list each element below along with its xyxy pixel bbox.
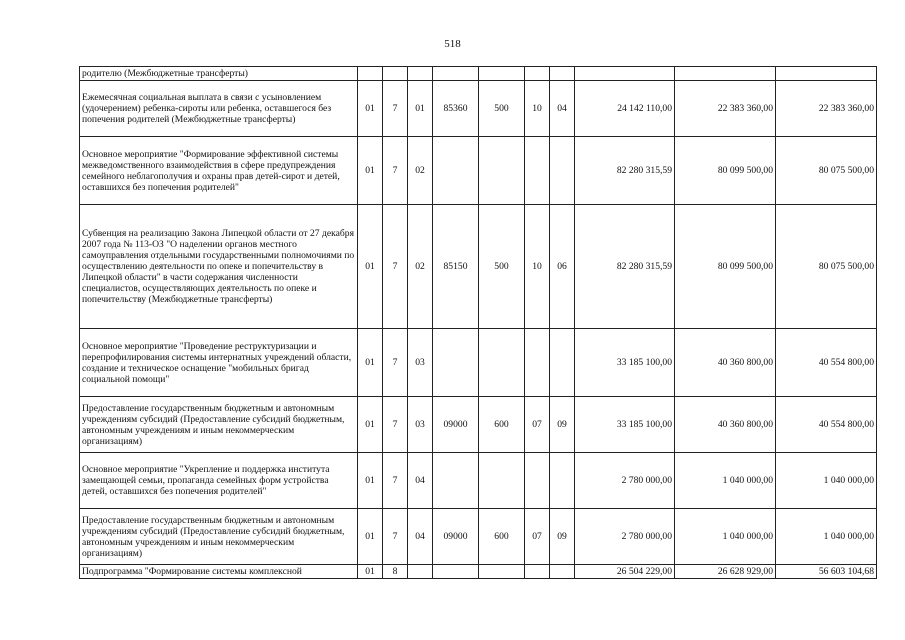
amount-year-1: 33 185 100,00	[575, 397, 675, 453]
amount-year-3: 1 040 000,00	[776, 453, 877, 509]
section-code	[525, 137, 550, 205]
subsection-code: 09	[550, 509, 575, 565]
expense-type-code: 500	[479, 81, 525, 137]
expense-type-code	[479, 329, 525, 397]
program-code: 01	[358, 397, 383, 453]
amount-year-1: 33 185 100,00	[575, 329, 675, 397]
expense-direction-code	[433, 329, 479, 397]
table-row	[80, 205, 877, 329]
amount-year-2	[675, 67, 776, 81]
subprogram-code: 8	[383, 565, 408, 579]
program-code: 01	[358, 509, 383, 565]
section-code	[525, 565, 550, 579]
table-row	[80, 67, 877, 81]
program-code: 01	[358, 565, 383, 579]
amount-year-2: 1 040 000,00	[675, 509, 776, 565]
table-row	[80, 137, 877, 205]
amount-year-2: 80 099 500,00	[675, 205, 776, 329]
subsection-code: 04	[550, 81, 575, 137]
amount-year-3: 80 075 500,00	[776, 137, 877, 205]
row-description: Основное мероприятие "Укрепление и поддержка института замещающей семьи, пропаганда семейных форм устройства детей, оставшихся без попечения родителей"	[80, 453, 358, 509]
section-code: 10	[525, 81, 550, 137]
program-code: 01	[358, 205, 383, 329]
amount-year-3: 56 603 104,68	[776, 565, 877, 579]
subprogram-code: 7	[383, 453, 408, 509]
subprogram-code: 7	[383, 137, 408, 205]
section-code	[525, 453, 550, 509]
activity-code: 02	[408, 205, 433, 329]
amount-year-1: 24 142 110,00	[575, 81, 675, 137]
expense-direction-code	[433, 137, 479, 205]
expense-type-code	[479, 67, 525, 81]
subsection-code: 09	[550, 397, 575, 453]
amount-year-2: 1 040 000,00	[675, 453, 776, 509]
activity-code: 04	[408, 453, 433, 509]
expense-type-code: 600	[479, 509, 525, 565]
budget-table	[79, 66, 877, 579]
amount-year-3	[776, 67, 877, 81]
section-code: 07	[525, 397, 550, 453]
section-code: 07	[525, 509, 550, 565]
expense-type-code: 600	[479, 397, 525, 453]
amount-year-3: 22 383 360,00	[776, 81, 877, 137]
program-code: 01	[358, 453, 383, 509]
subsection-code	[550, 453, 575, 509]
table-row	[80, 397, 877, 453]
activity-code: 02	[408, 137, 433, 205]
section-code	[525, 67, 550, 81]
activity-code: 04	[408, 509, 433, 565]
expense-direction-code	[433, 67, 479, 81]
table-row	[80, 565, 877, 579]
subprogram-code: 7	[383, 329, 408, 397]
expense-type-code	[479, 453, 525, 509]
row-description: Ежемесячная социальная выплата в связи с усыновлением (удочерением) ребенка-сироты или ребенка, оставшегося без попечения родителей (Межбюджетные трансферты)	[80, 81, 358, 137]
activity-code	[408, 67, 433, 81]
subprogram-code: 7	[383, 397, 408, 453]
table-row	[80, 509, 877, 565]
subprogram-code	[383, 67, 408, 81]
expense-direction-code	[433, 453, 479, 509]
amount-year-1: 2 780 000,00	[575, 453, 675, 509]
amount-year-3: 1 040 000,00	[776, 509, 877, 565]
amount-year-1	[575, 67, 675, 81]
subsection-code	[550, 137, 575, 205]
expense-type-code	[479, 137, 525, 205]
section-code: 10	[525, 205, 550, 329]
expense-direction-code: 85150	[433, 205, 479, 329]
subsection-code	[550, 67, 575, 81]
activity-code: 01	[408, 81, 433, 137]
section-code	[525, 329, 550, 397]
subprogram-code: 7	[383, 81, 408, 137]
program-code	[358, 67, 383, 81]
table-row	[80, 329, 877, 397]
amount-year-1: 26 504 229,00	[575, 565, 675, 579]
subprogram-code: 7	[383, 509, 408, 565]
activity-code: 03	[408, 397, 433, 453]
subsection-code	[550, 565, 575, 579]
subsection-code	[550, 329, 575, 397]
row-description: Основное мероприятие "Формирование эффективной системы межведомственного взаимодействия в сфере предупреждения семейного неблагополучия и охраны прав детей-сирот и детей, оставшихся без попечения родителей"	[80, 137, 358, 205]
amount-year-3: 80 075 500,00	[776, 205, 877, 329]
amount-year-3: 40 554 800,00	[776, 329, 877, 397]
amount-year-2: 22 383 360,00	[675, 81, 776, 137]
expense-direction-code: 85360	[433, 81, 479, 137]
row-description: Подпрограмма "Формирование системы комплексной	[80, 565, 358, 579]
amount-year-2: 40 360 800,00	[675, 397, 776, 453]
row-description: Субвенция на реализацию Закона Липецкой области от 27 декабря 2007 года № 113-ОЗ "О наделении органов местного самоуправления отдельными государственными полномочиями по осуществлению деятельности по опеке и попечительству в Липецкой области" в части содержания численности специалистов, осуществляющих деятельность по опеке и попечительству (Межбюджетные трансферты)	[80, 205, 358, 329]
amount-year-1: 2 780 000,00	[575, 509, 675, 565]
amount-year-3: 40 554 800,00	[776, 397, 877, 453]
table-row	[80, 453, 877, 509]
expense-type-code: 500	[479, 205, 525, 329]
amount-year-2: 80 099 500,00	[675, 137, 776, 205]
expense-direction-code: 09000	[433, 397, 479, 453]
row-description: Основное мероприятие "Проведение реструктуризации и перепрофилирования системы интернатных учреждений области, создание и техническое оснащение "мобильных бригад социальной помощи"	[80, 329, 358, 397]
amount-year-2: 26 628 929,00	[675, 565, 776, 579]
activity-code	[408, 565, 433, 579]
subsection-code: 06	[550, 205, 575, 329]
program-code: 01	[358, 81, 383, 137]
row-description: Предоставление государственным бюджетным и автономным учреждениям субсидий (Предоставление субсидий бюджетным, автономным учреждениям и иным некоммерческим организациям)	[80, 397, 358, 453]
amount-year-2: 40 360 800,00	[675, 329, 776, 397]
activity-code: 03	[408, 329, 433, 397]
row-description: родителю (Межбюджетные трансферты)	[80, 67, 358, 81]
program-code: 01	[358, 329, 383, 397]
expense-direction-code: 09000	[433, 509, 479, 565]
amount-year-1: 82 280 315,59	[575, 137, 675, 205]
table-row	[80, 81, 877, 137]
expense-type-code	[479, 565, 525, 579]
expense-direction-code	[433, 565, 479, 579]
row-description: Предоставление государственным бюджетным и автономным учреждениям субсидий (Предоставление субсидий бюджетным, автономным учреждениям и иным некоммерческим организациям)	[80, 509, 358, 565]
program-code: 01	[358, 137, 383, 205]
amount-year-1: 82 280 315,59	[575, 205, 675, 329]
page-number: 518	[444, 38, 461, 50]
subprogram-code: 7	[383, 205, 408, 329]
